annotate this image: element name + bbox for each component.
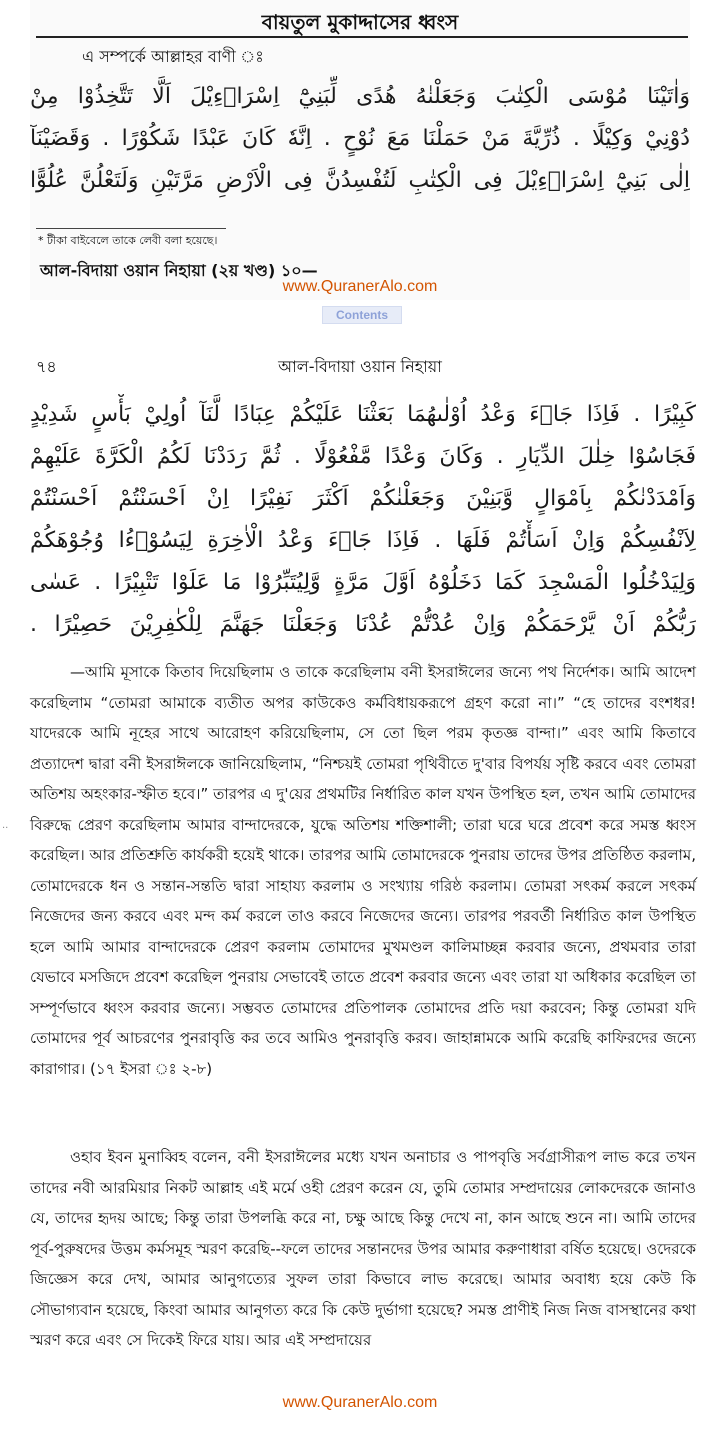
arabic-line: اِلٰى بَنِيْٓ اِسْرَاۤءِيْلَ فِى الْكِتٰبِ لَتُفْسِدُنَّ فِى الْاَرْضِ مَرَّتَيْنِ وَلَتَعْلُنَّ عُلُوًّا: [30, 168, 690, 193]
watermark-link[interactable]: www.QuranerAlo.com: [282, 1394, 438, 1411]
margin-marks: ..: [2, 820, 9, 831]
arabic-line: وَاَمْدَدْنٰكُمْ بِاَمْوَالٍ وَّبَنِيْنَ وَجَعَلْنٰكُمْ اَكْثَرَ نَفِيْرًا اِنْ اَحْسَنْتُمْ اَحْسَنْتُمْ: [30, 486, 696, 511]
footnote-divider: [36, 228, 226, 229]
title-underline: [36, 36, 688, 38]
previous-page-scan: [30, 0, 690, 300]
chapter-title: বায়তুল মুকাদ্দাসের ধ্বংস: [261, 10, 459, 34]
commentary-paragraph: ওহাব ইবন মুনাব্বিহ বলেন, বনী ইসরাঈলের মধ্যে যখন অনাচার ও পাপবৃত্তি সর্বগ্রাসীরূপ লাভ করে তখন তাদের নবী আরমিয়ার নিকট আল্লাহ এই মর্মে ওহী প্রেরণ করেন যে, তুমি তোমার সম্প্রদায়ের লোকদেরকে জানাও যে, তাদের হৃদয় আছে; কিন্তু তারা উপলব্ধি করে না, চক্ষু আছে কিন্তু দেখে না, কান আছে শুনে না। আমি তাদের পূর্ব-পুরুষদের উত্তম কর্মসমূহ স্মরণ করেছি--ফলে তাদের সন্তানদের উপর আমার করুণাধারা বর্ষিত হয়েছে। ওদেরকে জিজ্ঞেস করে দেখ, আমার আনুগত্যের সুফল তারা কিভাবে লাভ করেছে। আমার অবাধ্য হয়ে কেউ কি সৌভাগ্যবান হয়েছে, কিংবা আমার আনুগত্য করে কি কেউ দুর্ভাগা হয়েছে? সমস্ত প্রাণীই নিজ নিজ বাসস্থানের কথা স্মরণ করে এবং সে দিকেই ফিরে যায়। আর এই সম্প্রদায়ের: [30, 1148, 696, 1349]
running-head: আল-বিদায়া ওয়ান নিহায়া: [278, 357, 442, 376]
arabic-line: وَاٰتَيْنَا مُوْسَى الْكِتٰبَ وَجَعَلْنٰهُ هُدًى لِّبَنِيْٓ اِسْرَاۤءِيْلَ اَلَّا تَتَّخِذُوْا مِنْ: [30, 84, 690, 109]
page-footer: আল-বিদায়া ওয়ান নিহায়া (২য় খণ্ড) ১০—: [40, 261, 318, 280]
arabic-line: كَبِيْرًا . فَاِذَا جَاۤءَ وَعْدُ اُوْلٰىهُمَا بَعَثْنَا عَلَيْكُمْ عِبَادًا لَّنَآ اُولِيْ بَأْسٍ شَدِيْدٍ: [30, 402, 696, 427]
previous-page: [0, 0, 720, 300]
arabic-verse-block: [30, 394, 696, 646]
arabic-verse-block: [30, 76, 690, 202]
arabic-line: لِاَنْفُسِكُمْ وَاِنْ اَسَأْتُمْ فَلَهَا . فَاِذَا جَاۤءَ وَعْدُ الْاٰخِرَةِ لِيَسُوْۤءُا وُجُوْهَكُمْ: [30, 528, 696, 553]
arabic-line: وَلِيَدْخُلُوا الْمَسْجِدَ كَمَا دَخَلُوْهُ اَوَّلَ مَرَّةٍ وَّلِيُتَبِّرُوْا مَا عَلَوْا تَتْبِيْرًا . عَسٰى: [30, 570, 696, 595]
footnote: * টীকা বাইবেলে তাকে লেবী বলা হয়েছে।: [38, 234, 218, 247]
arabic-line: دُوْنِيْ وَكِيْلًا . ذُرِّيَّةَ مَنْ حَمَلْنَا مَعَ نُوْحٍ . اِنَّهٗ كَانَ عَبْدًا شَكُوْرًا . وَقَضَيْنَآ: [30, 126, 690, 151]
arabic-line: فَجَاسُوْا خِلٰلَ الدِّيَارِ . وَكَانَ وَعْدًا مَّفْعُوْلًا . ثُمَّ رَدَدْنَا لَكُمُ الْكَرَّةَ عَلَيْهِمْ: [30, 444, 696, 469]
page-number: ৭৪: [36, 357, 57, 376]
translation-paragraph: —আমি মূসাকে কিতাব দিয়েছিলাম ও তাকে করেছিলাম বনী ইসরাঈলের জন্যে পথ নির্দেশক। আমি আদেশ করেছিলাম “তোমরা আমাকে ব্যতীত অপর কাউকেও কর্মবিধায়করূপে গ্রহণ করো না।” “হে তাদের বংশধর! যাদেরকে আমি নূহের সাথে আরোহণ করিয়েছিলাম, সে তো ছিল পরম কৃতজ্ঞ বান্দা।” এবং আমি কিতাবে প্রত্যাদেশ দ্বারা বনী ইসরাঈলকে জানিয়েছিলাম, “নিশ্চয়ই তোমরা পৃথিবীতে দু'বার বিপর্যয় সৃষ্টি করবে এবং তোমরা অতিশয় অহংকার-স্ফীত হবে।” তারপর এ দু'য়ের প্রথমটির নির্ধারিত কাল যখন উপস্থিত হল, তখন আমি তোমাদের বিরুদ্ধে প্রেরণ করেছিলাম আমার বান্দাদেরকে, যুদ্ধে অতিশয় শক্তিশালী; তারা ঘরে ঘরে প্রবেশ করে সমস্ত ধ্বংস করেছিল। আর প্রতিশ্রুতি কার্যকরী হয়েই থাকে। তারপর আমি তোমাদেরকে পুনরায় তাদের উপর প্রতিষ্ঠিত করলাম, তোমাদেরকে ধন ও সন্তান-সন্ততি দ্বারা সাহায্য করলাম ও সংখ্যায় গরিষ্ঠ করলাম। তোমরা সৎকর্ম করলে সৎকর্ম নিজেদের জন্য করবে এবং মন্দ কর্ম করলে তাও করবে নিজেদের জন্যে। তারপর পরবর্তী নির্ধারিত কাল উপস্থিত হলে আমি আমার বান্দাদেরকে প্রেরণ করলাম তোমাদের মুখমণ্ডল কালিমাচ্ছন্ন করবার জন্যে, প্রথমবার তারা যেভাবে মসজিদে প্রবেশ করেছিল পুনরায় সেভাবেই তাতে প্রবেশ করবার জন্যে এবং তারা যা অধিকার করেছিল তা সম্পূর্ণভাবে ধ্বংস করবার জন্যে। সম্ভবত তোমাদের প্রতিপালক তোমাদের প্রতি দয়া করবেন; কিন্তু তোমরা যদি তোমাদের পূর্ব আচরণের পুনরাবৃত্তি কর তবে আমিও পুনরাবৃত্তি করব। জাহান্নামকে আমি করেছি কাফিরদের জন্যে কারাগার। (১৭ ইসরা ঃ ২-৮): [30, 663, 697, 1078]
watermark-link[interactable]: www.QuranerAlo.com: [282, 278, 438, 295]
arabic-line: رَبُّكُمْ اَنْ يَّرْحَمَكُمْ وَاِنْ عُدْتُّمْ عُدْنَا وَجَعَلْنَا جَهَنَّمَ لِلْكٰفِرِيْنَ حَصِيْرًا .: [30, 612, 696, 637]
intro-line: এ সম্পর্কে আল্লাহর বাণী ঃ: [82, 47, 264, 66]
contents-button[interactable]: Contents: [322, 306, 402, 324]
